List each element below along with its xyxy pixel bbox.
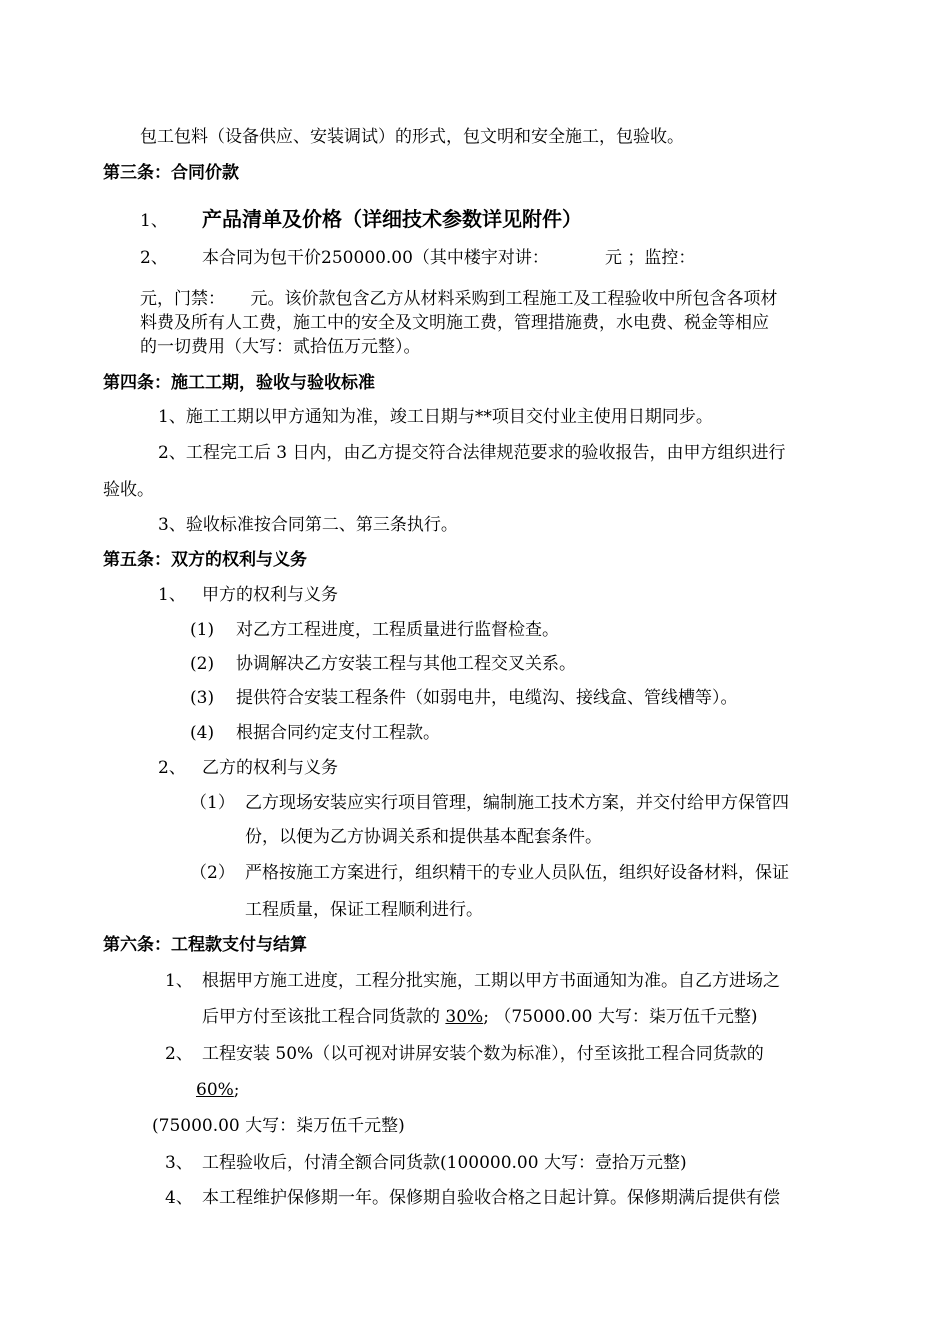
art4-item1: 1、施工工期以甲方通知为准，竣工日期与**项目交付业主使用日期同步。 <box>158 407 713 427</box>
art6-item3-number: 3、 <box>165 1153 193 1173</box>
art4-item2-line2: 验收。 <box>103 480 154 500</box>
art6-item3-text: 工程验收后，付清全额合同货款(100000.00 大写：壹拾万元整) <box>202 1153 687 1173</box>
art6-item2-line2 <box>196 1079 240 1101</box>
art5-sec2-item2-number: （2） <box>190 863 235 883</box>
art5-sec1-item2-number: (2) <box>190 654 215 674</box>
art6-item2-percent: 60% <box>196 1080 234 1100</box>
art5-sec2-item2-line1: 严格按施工方案进行，组织精干的专业人员队伍，组织好设备材料，保证 <box>245 863 789 883</box>
art5-sec2-item2-line2: 工程质量，保证工程顺利进行。 <box>245 900 483 920</box>
art5-sec1-item4-number: (4) <box>190 723 215 743</box>
intro-line: 包工包料（设备供应、安装调试）的形式，包文明和安全施工，包验收。 <box>140 127 684 147</box>
art6-item1-line1: 根据甲方施工进度，工程分批实施，工期以甲方书面通知为准。自乙方进场之 <box>202 971 780 991</box>
art5-sec1-item2-text: 协调解决乙方安装工程与其他工程交叉关系。 <box>236 654 576 674</box>
art3-item2-text-a: 本合同为包干价250000.00（其中楼宇对讲： <box>202 248 549 268</box>
art3-item2-number: 2、 <box>140 248 168 268</box>
article-3-heading: 第三条：合同价款 <box>103 163 239 183</box>
article-5-heading: 第五条：双方的权利与义务 <box>103 550 307 570</box>
art5-sec1-item3-number: (3) <box>190 688 215 708</box>
art3-item1-text: 产品清单及价格（详细技术参数详见附件） <box>202 207 582 231</box>
art3-item2-line3: 料费及所有人工费，施工中的安全及文明施工费，管理措施费，水电费、税金等相应 <box>140 313 769 333</box>
art5-sec2-item1-number: （1） <box>190 793 235 813</box>
art6-item4-text: 本工程维护保修期一年。保修期自验收合格之日起计算。保修期满后提供有偿 <box>202 1188 780 1208</box>
article-6-heading: 第六条：工程款支付与结算 <box>103 935 307 955</box>
art5-sec1-item4-text: 根据合同约定支付工程款。 <box>236 723 440 743</box>
art5-sec1-item1-text: 对乙方工程进度，工程质量进行监督检查。 <box>236 620 559 640</box>
art6-item1-amount: ; （75000.00 大写：柒万伍千元整) <box>483 1007 758 1027</box>
art6-item1-number: 1、 <box>165 971 193 991</box>
art4-item2-line1: 2、工程完工后 3 日内，由乙方提交符合法律规范要求的验收报告，由甲方组织进行 <box>158 443 786 463</box>
art5-sec2-item1-line2: 份，以便为乙方协调关系和提供基本配套条件。 <box>245 827 602 847</box>
art5-sec1-number: 1、 <box>158 585 186 605</box>
art5-sec1-item1-number: (1) <box>190 620 215 640</box>
art3-item2-text-b: 元 ；监控： <box>605 248 696 268</box>
art6-item1-line2-text: 后甲方付至该批工程合同货款的 <box>202 1007 446 1027</box>
art5-sec2-title: 乙方的权利与义务 <box>202 758 338 778</box>
art3-item2-line2: 元，门禁： 元。该价款包含乙方从材料采购到工程施工及工程验收中所包含各项材 <box>140 289 778 309</box>
article-4-heading: 第四条：施工工期，验收与验收标准 <box>103 373 375 393</box>
art6-item2-line3: (75000.00 大写：柒万伍千元整) <box>152 1116 405 1136</box>
art6-item4-number: 4、 <box>165 1188 193 1208</box>
art4-item3: 3、验收标准按合同第二、第三条执行。 <box>158 515 458 535</box>
art5-sec2-item1-line1: 乙方现场安装应实行项目管理，编制施工技术方案，并交付给甲方保管四 <box>245 793 789 813</box>
art3-item2-line4: 的一切费用（大写：贰拾伍万元整）。 <box>140 337 421 357</box>
art6-item1-line2 <box>202 1006 758 1028</box>
art5-sec2-number: 2、 <box>158 758 186 778</box>
art6-item2-semicolon: ; <box>233 1080 240 1100</box>
art6-item2-line1: 工程安装 50%（以可视对讲屏安装个数为标准），付至该批工程合同货款的 <box>202 1044 764 1064</box>
art6-item1-percent: 30% <box>445 1007 484 1027</box>
art6-item2-number: 2、 <box>165 1044 193 1064</box>
art3-item1-number: 1、 <box>140 211 168 231</box>
art5-sec1-title: 甲方的权利与义务 <box>202 585 338 605</box>
art5-sec1-item3-text: 提供符合安装工程条件（如弱电井，电缆沟、接线盒、管线槽等）。 <box>236 688 738 708</box>
